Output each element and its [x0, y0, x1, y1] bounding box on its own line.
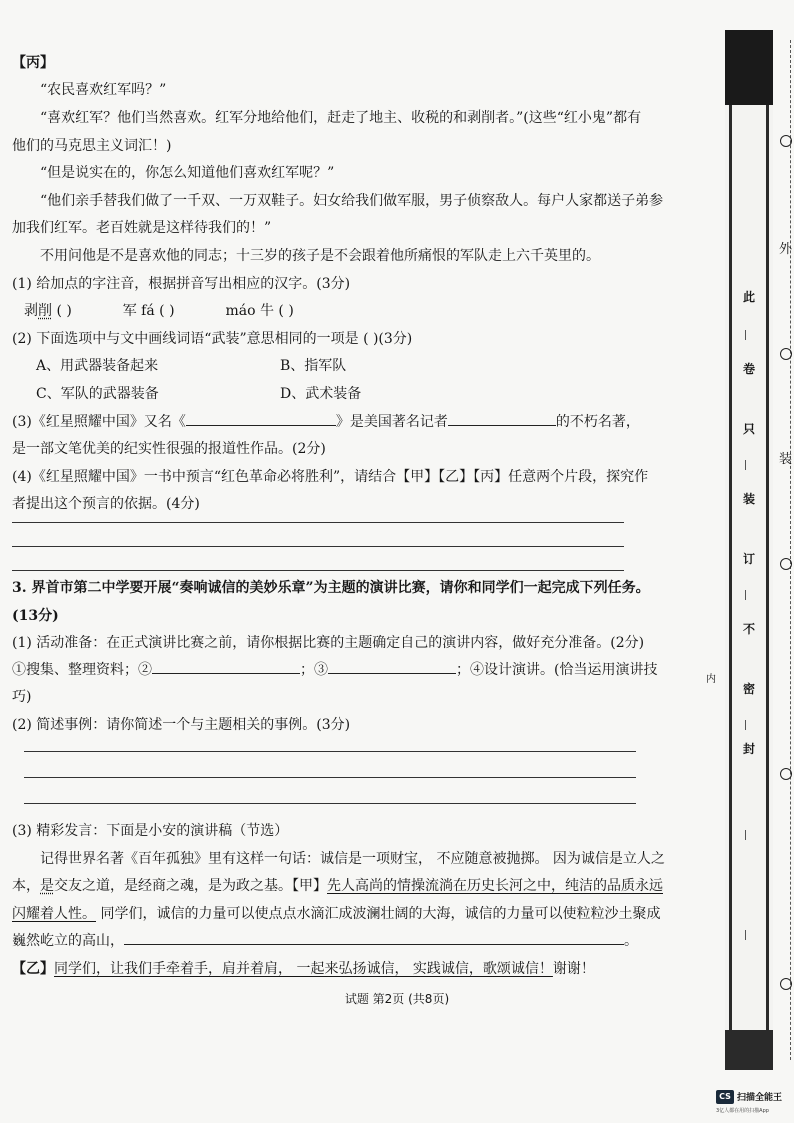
binding-char: 只 [743, 422, 756, 436]
task-3-steps-end: 巧) [12, 689, 32, 705]
dotted-char: 是 [40, 878, 54, 894]
question-1-items: 剥削 ( ) 军 fá ( ) máo 牛 ( ) [24, 303, 294, 319]
option-d: D、武术装备 [280, 386, 362, 402]
speech-line: 【乙】同学们，让我们手牵着手，肩并着肩， 一起来弘扬诚信， 实践诚信，歌颂诚信！谢谢！ [12, 961, 595, 977]
question-4-line2: 者提出这个预言的依据。(4分) [12, 496, 200, 512]
task-3-score: (13分) [12, 608, 59, 624]
binding-dash [745, 590, 754, 600]
speech-line: 本，是交友之道，是经商之魂，是为政之基。【甲】先人高尚的情操流淌在历史长河之中，纯洁的品质永远 [12, 878, 663, 894]
seal-circle-icon [780, 135, 792, 147]
binding-char: 密 [743, 682, 756, 696]
speech-line: 巍然屹立的高山， 。 [12, 928, 638, 955]
speech-line: 记得世界名著《百年孤独》里有这样一句话：诚信是一项财宝， 不应随意被抛掷。 因为诚信是立人之 [40, 851, 665, 867]
task-3-heading: 3. 界首市第二中学要开展“奏响诚信的美妙乐章”为主题的演讲比赛，请你和同学们一起完成下列任务。 [12, 580, 650, 596]
answer-bracket[interactable]: ( ) [56, 303, 72, 319]
binding-dash [745, 460, 754, 470]
binding-char: 不 [743, 622, 756, 636]
underlined-sentence-jia: 先人高尚的情操流淌在历史长河之中，纯洁的品质永远 [327, 878, 663, 894]
seal-circle-icon [780, 768, 792, 780]
fill-blank-step-3[interactable] [328, 657, 456, 674]
option-b: B、指军队 [280, 358, 347, 374]
question-4-line: (4)《红星照耀中国》一书中预言“红色革命必将胜利”，请结合【甲】【乙】【丙】任意两个片段，探究作 [12, 469, 649, 485]
task-3-sub-1: (1) 活动准备：在正式演讲比赛之前，请你根据比赛的主题确定自己的演讲内容，做好充分准备。(2分) [12, 635, 645, 651]
task-3-sub-2: (2) 简述事例：请你简述一个与主题相关的事例。(3分) [12, 717, 351, 733]
side-mark: 内 [706, 674, 716, 685]
camscanner-sub: 3亿人都在用的扫描App [716, 1108, 769, 1114]
question-3-line2: 是一部文笔优美的纪实性很强的报道性作品。(2分) [12, 441, 326, 457]
passage-paragraph: “农民喜欢红军吗？” [40, 82, 167, 98]
seal-circle-icon [780, 978, 792, 990]
binding-dash [745, 930, 754, 940]
task-3-steps: ①搜集、整理资料；② ；③ ；④设计演讲。(恰当运用演讲技 [12, 657, 657, 684]
question-2-label: (2) 下面选项中与文中画线词语“武装”意思相同的一项是 ( )(3分) [12, 331, 413, 347]
option-c: C、军队的武器装备 [36, 386, 159, 402]
binding-char: 封 [743, 742, 756, 756]
binding-char: 卷 [743, 362, 756, 376]
question-1-label: (1) 给加点的字注音，根据拼音写出相应的汉字。(3分) [12, 276, 351, 292]
fill-blank-speech[interactable] [124, 928, 624, 945]
binding-frame [729, 105, 769, 1070]
binding-black-bottom [725, 1030, 773, 1070]
option-a: A、用武器装备起来 [36, 358, 159, 374]
underlined-sentence-yi: 同学们，让我们手牵着手，肩并着肩， 一起来弘扬诚信， 实践诚信，歌颂诚信！ [54, 961, 553, 977]
camscanner-logo-icon: CS [716, 1090, 734, 1104]
binding-dash [745, 330, 754, 340]
camscanner-name: 扫描全能王 [737, 1093, 783, 1103]
fill-blank-step-2[interactable] [152, 657, 300, 674]
fill-blank-alt-title[interactable] [186, 409, 336, 426]
answer-line[interactable] [24, 803, 636, 804]
answer-line[interactable] [12, 570, 624, 571]
seal-label-zhuang: 装 [779, 452, 793, 467]
binding-black-block [725, 30, 773, 105]
page-footer: 试题 第2页 (共8页) [344, 992, 450, 1006]
fill-blank-author[interactable] [448, 409, 556, 426]
task-3-sub-3: (3) 精彩发言：下面是小安的演讲稿（节选） [12, 823, 289, 839]
seal-circle-icon [780, 558, 792, 570]
binding-dash [745, 720, 754, 730]
binding-char: 此 [743, 290, 756, 304]
answer-bracket[interactable]: ( ) [278, 303, 294, 319]
section-heading-bing: 【丙】 [12, 55, 54, 71]
question-3-line: (3)《红星照耀中国》又名《 》是美国著名记者 的不朽名著， [12, 409, 640, 436]
passage-paragraph: 不用问他是不是喜欢他的同志；十三岁的孩子是不会跟着他所痛恨的军队走上六千英里的。 [40, 248, 600, 264]
underlined-sentence-jia-end: 闪耀着人性。 [12, 906, 96, 922]
answer-line[interactable] [12, 522, 624, 523]
binding-strip [725, 30, 773, 1070]
answer-line[interactable] [24, 751, 636, 752]
answer-line[interactable] [24, 777, 636, 778]
passage-paragraph: “喜欢红军？他们当然喜欢。红军分地给他们，赶走了地主、收税的和剥削者。”(这些“红小鬼”都有 [40, 110, 642, 126]
camscanner-badge [716, 1090, 794, 1120]
answer-line[interactable] [12, 546, 624, 547]
seal-line [790, 40, 791, 1060]
binding-char: 订 [743, 552, 756, 566]
answer-bracket[interactable]: ( )(3分) [363, 331, 413, 347]
answer-bracket[interactable]: ( ) [159, 303, 175, 319]
passage-paragraph-cont: 他们的马克思主义词汇！) [12, 138, 172, 154]
speech-line: 闪耀着人性。 同学们，诚信的力量可以使点点水滴汇成波澜壮阔的大海，诚信的力量可以使粒粒沙土聚成 [12, 906, 661, 922]
seal-label-outer: 外 [779, 242, 793, 257]
seal-circle-icon [780, 348, 792, 360]
passage-paragraph-cont: 加我们红军。老百姓就是这样待我们的！” [12, 220, 272, 236]
passage-paragraph: “但是说实在的，你怎么知道他们喜欢红军呢？” [40, 165, 335, 181]
dotted-char: 削 [38, 303, 52, 319]
passage-paragraph: “他们亲手替我们做了一千双、一万双鞋子。妇女给我们做军服，男子侦察敌人。每户人家都送子弟参 [40, 193, 664, 209]
binding-char: 装 [743, 492, 756, 506]
binding-dash [745, 830, 754, 840]
